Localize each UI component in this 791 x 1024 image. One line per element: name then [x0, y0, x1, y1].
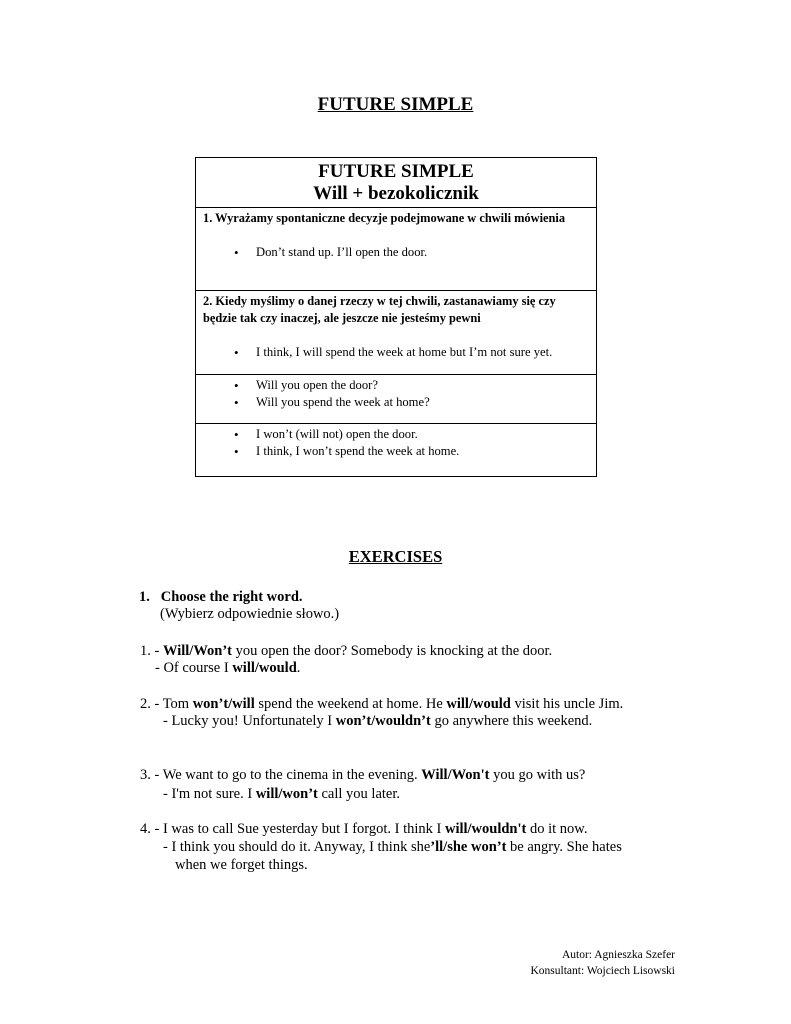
- task-heading: [139, 589, 303, 607]
- exercise-2-line-1: [140, 696, 623, 714]
- answer-option: will/won’t: [255, 786, 318, 802]
- grammar-table: [195, 157, 597, 477]
- exercise-4-line-2: [163, 839, 622, 857]
- answer-option: won’t/wouldn’t: [335, 713, 431, 729]
- exercise-text: when we forget things.: [175, 857, 308, 873]
- footer-consultant: Konsultant: Wojciech Lisowski: [530, 965, 675, 977]
- exercise-text: be angry. She hates: [506, 839, 622, 855]
- example-item: • Don’t stand up. I’ll open the door.: [234, 244, 590, 261]
- task-number: 1.: [139, 589, 150, 605]
- example-item: • Will you open the door?: [234, 377, 590, 394]
- negatives-cell: [196, 423, 596, 476]
- exercise-1-line-1: [140, 643, 552, 661]
- exercise-text: you open the door? Somebody is knocking at the door.: [232, 643, 553, 659]
- footer-author: Autor: Agnieszka Szefer: [561, 949, 675, 961]
- table-header-formula: Will + bezokolicznik: [313, 183, 479, 204]
- questions-cell: [196, 374, 596, 423]
- question-examples: [203, 377, 590, 411]
- rule-1-examples: [203, 244, 590, 261]
- exercise-text: - I think you should do it. Anyway, I think she: [163, 839, 431, 855]
- exercises-title: EXERCISES: [348, 547, 443, 566]
- answer-option: ’ll/she won’t: [430, 839, 507, 855]
- exercise-text: you go with us?: [489, 767, 586, 783]
- exercise-text: 1. -: [140, 643, 163, 659]
- exercise-2-line-2: [163, 713, 592, 731]
- exercise-4-line-1: [140, 821, 587, 839]
- exercise-text: do it now.: [526, 821, 588, 837]
- example-item: • I think, I won’t spend the week at home.: [234, 443, 590, 460]
- example-item: • I think, I will spend the week at home but I’m not sure yet.: [234, 344, 590, 361]
- answer-option: Will/Won’t: [162, 643, 232, 659]
- exercise-4-line-3: [175, 857, 308, 875]
- table-header-title: FUTURE SIMPLE: [318, 161, 474, 182]
- exercise-text: 2. - Tom: [140, 696, 193, 712]
- answer-option: Will/Won't: [421, 767, 490, 783]
- negative-examples: [203, 426, 590, 460]
- exercise-text: spend the weekend at home. He: [254, 696, 447, 712]
- exercise-3-line-1: [140, 767, 585, 785]
- answer-option: will/would: [232, 660, 297, 676]
- exercise-text: go anywhere this weekend.: [430, 713, 593, 729]
- rule-2-text: 2. Kiedy myślimy o danej rzeczy w tej chwili, zastanawiamy się czy będzie tak czy inaczej, ale jeszcze nie jesteśmy pewni: [203, 294, 556, 325]
- exercise-text: call you later.: [317, 786, 400, 802]
- answer-option: will/wouldn't: [444, 821, 527, 837]
- exercise-text: - I'm not sure. I: [163, 786, 256, 802]
- rule-cell-2: [196, 290, 596, 374]
- rule-1-text: 1. Wyrażamy spontaniczne decyzje podejmowane w chwili mówienia: [203, 211, 566, 225]
- rule-2-examples: [203, 344, 590, 361]
- rule-cell-1: [196, 207, 596, 290]
- exercise-text: .: [296, 660, 301, 676]
- page-title: FUTURE SIMPLE: [317, 94, 474, 115]
- task-subtitle: (Wybierz odpowiednie słowo.): [160, 606, 340, 622]
- exercise-text: 3. - We want to go to the cinema in the evening.: [140, 767, 422, 783]
- answer-option: won’t/will: [192, 696, 255, 712]
- exercise-text: visit his uncle Jim.: [510, 696, 624, 712]
- task-title: Choose the right word.: [160, 589, 303, 605]
- example-item: • I won’t (will not) open the door.: [234, 426, 590, 443]
- table-header: [196, 158, 596, 207]
- exercise-3-line-2: [163, 786, 400, 804]
- exercise-1-line-2: [155, 660, 300, 678]
- exercise-text: - Lucky you! Unfortunately I: [163, 713, 336, 729]
- example-item: • Will you spend the week at home?: [234, 394, 590, 411]
- exercise-text: - Of course I: [155, 660, 233, 676]
- exercise-text: 4. - I was to call Sue yesterday but I forgot. I think I: [140, 821, 445, 837]
- answer-option: will/would: [446, 696, 511, 712]
